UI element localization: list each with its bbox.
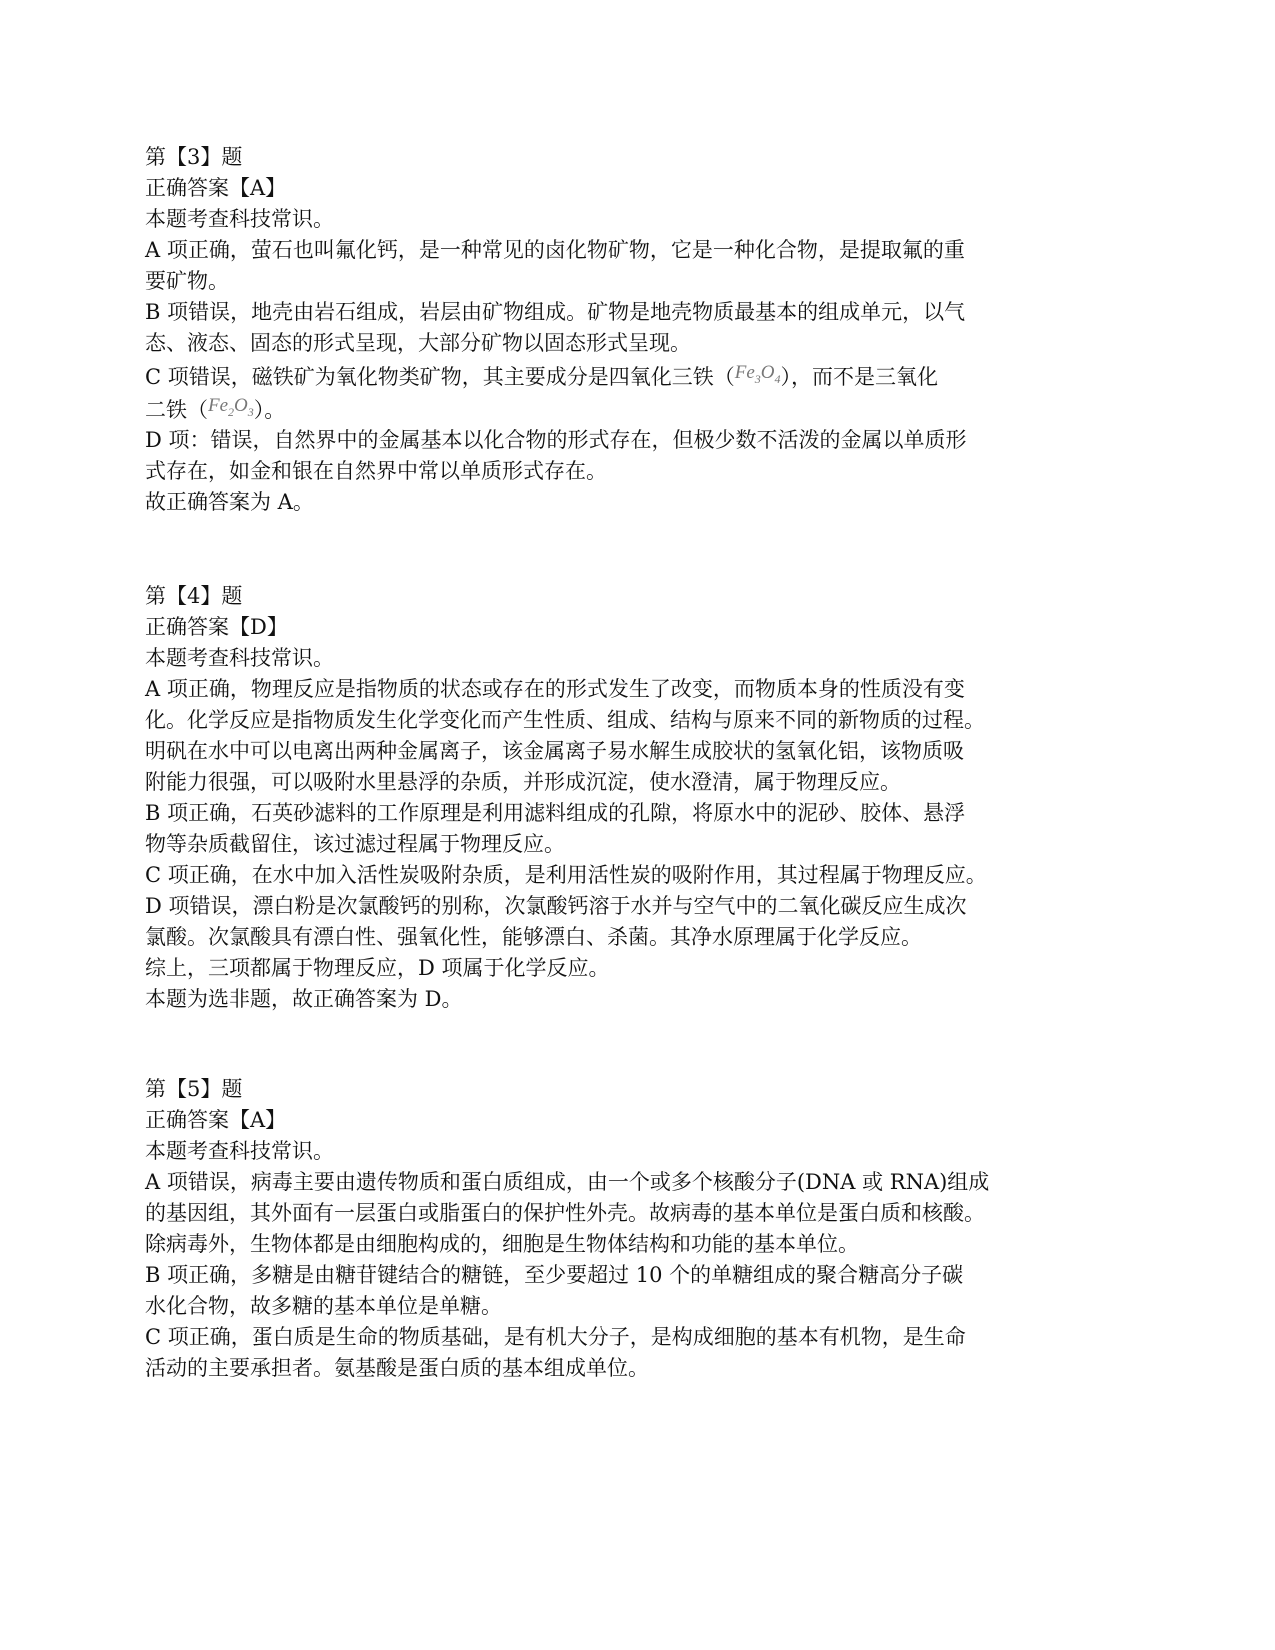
explanation-line: 水化合物，故多糖的基本单位是单糖。 (145, 1294, 502, 1318)
correct-answer: 正确答案【A】 (145, 176, 287, 200)
explanation-line: 态、液态、固态的形式呈现，大部分矿物以固态形式呈现。 (145, 331, 691, 355)
explanation-line: 的基因组，其外面有一层蛋白或脂蛋白的保护性外壳。故病毒的基本单位是蛋白质和核酸。 (145, 1201, 985, 1225)
explanation-line: 要矿物。 (145, 269, 229, 293)
explanation-line: C 项正确，蛋白质是生命的物质基础，是有机大分子，是构成细胞的基本有机物，是生命 (145, 1325, 966, 1349)
question-heading: 第【4】题 (145, 584, 243, 608)
correct-answer: 正确答案【D】 (145, 615, 288, 639)
explanation-line: C 项正确，在水中加入活性炭吸附杂质，是利用活性炭的吸附作用，其过程属于物理反应。 (145, 863, 987, 887)
explanation-line-c2 (145, 392, 1145, 425)
text: ），而不是三氧化 (780, 365, 939, 389)
question-heading: 第【5】题 (145, 1077, 243, 1101)
explanation-line: 综上，三项都属于物理反应，D 项属于化学反应。 (145, 956, 610, 980)
explanation-line: A 项正确，萤石也叫氟化钙，是一种常见的卤化物矿物，它是一种化合物，是提取氟的重 (145, 238, 965, 262)
explanation-line: 附能力很强，可以吸附水里悬浮的杂质，并形成沉淀，使水澄清，属于物理反应。 (145, 770, 901, 794)
conclusion-line: 故正确答案为 A。 (145, 490, 314, 514)
explanation-line: 化。化学反应是指物质发生化学变化而产生性质、组成、结构与原来不同的新物质的过程。 (145, 708, 985, 732)
text: 二铁（ (145, 398, 208, 422)
question-3-section (145, 142, 1145, 518)
question-5-section (145, 1074, 1145, 1384)
correct-answer: 正确答案【A】 (145, 1108, 287, 1132)
explanation-line: B 项正确，石英砂滤料的工作原理是利用滤料组成的孔隙，将原水中的泥砂、胶体、悬浮 (145, 801, 966, 825)
explanation-line: B 项错误，地壳由岩石组成，岩层由矿物组成。矿物是地壳物质最基本的组成单元，以气 (145, 300, 966, 324)
formula-fe3o4: $Fe_3O_4$ (734, 362, 781, 386)
explanation-line: 除病毒外，生物体都是由细胞构成的，细胞是生物体结构和功能的基本单位。 (145, 1232, 859, 1256)
explanation-line: D 项：错误，自然界中的金属基本以化合物的形式存在，但极少数不活泼的金属以单质形 (145, 428, 967, 452)
question-heading: 第【3】题 (145, 145, 243, 169)
explanation-line: A 项正确，物理反应是指物质的状态或存在的形式发生了改变，而物质本身的性质没有变 (145, 677, 965, 701)
explanation-line: A 项错误，病毒主要由遗传物质和蛋白质组成，由一个或多个核酸分子(DNA 或 RNA)组成 (145, 1170, 990, 1194)
text: ）。 (253, 398, 286, 422)
explanation-line: 活动的主要承担者。氨基酸是蛋白质的基本组成单位。 (145, 1356, 649, 1380)
explanation-line: 明矾在水中可以电离出两种金属离子，该金属离子易水解生成胶状的氢氧化铝，该物质吸 (145, 739, 964, 763)
conclusion-line: 本题为选非题，故正确答案为 D。 (145, 987, 463, 1011)
explanation-line: 本题考查科技常识。 (145, 1139, 334, 1163)
formula-fe2o3: $Fe_2O_3$ (208, 395, 254, 419)
question-4-section (145, 581, 1145, 1015)
explanation-line: 本题考查科技常识。 (145, 646, 334, 670)
explanation-line: D 项错误，漂白粉是次氯酸钙的别称，次氯酸钙溶于水并与空气中的二氧化碳反应生成次 (145, 894, 967, 918)
explanation-line: 物等杂质截留住，该过滤过程属于物理反应。 (145, 832, 565, 856)
explanation-line: 式存在，如金和银在自然界中常以单质形式存在。 (145, 459, 607, 483)
explanation-line-c1 (145, 359, 1145, 392)
text: C 项错误，磁铁矿为氧化物类矿物，其主要成分是四氧化三铁（ (145, 365, 735, 389)
explanation-line: B 项正确，多糖是由糖苷键结合的糖链，至少要超过 10 个的单糖组成的聚合糖高分子碳 (145, 1263, 964, 1287)
explanation-line: 本题考查科技常识。 (145, 207, 334, 231)
explanation-line: 氯酸。次氯酸具有漂白性、强氧化性，能够漂白、杀菌。其净水原理属于化学反应。 (145, 925, 922, 949)
